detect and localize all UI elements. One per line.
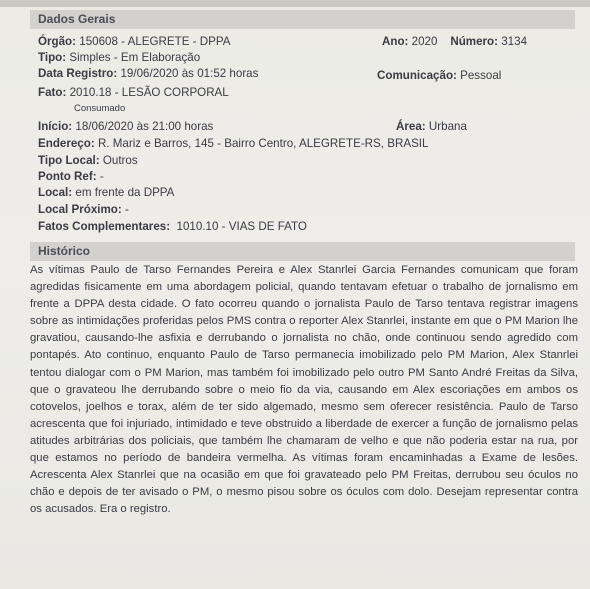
tipo-local-row [38,154,138,167]
fatos-complementares-label: Fatos Complementares: [38,220,171,233]
data-registro-label: Data Registro: [38,67,118,80]
endereco-label: Endereço: [38,137,95,150]
fatos-complementares-value: 1010.10 - VIAS DE FATO [176,220,307,233]
endereco-row [38,137,428,150]
inicio-row [38,120,213,133]
fato-value: 2010.18 - LESÃO CORPORAL [69,86,229,99]
local-proximo-label: Local Próximo: [38,203,122,216]
historico-body [30,262,578,518]
numero-label: Número: [450,35,498,48]
ponto-ref-value: - [99,170,104,183]
comunicacao-value: Pessoal [460,69,502,82]
fato-row [38,86,229,99]
inicio-label: Início: [38,120,73,133]
tipo-row [38,51,200,64]
ano-value: 2020 [411,35,438,48]
area-label: Área: [396,120,426,133]
dados-gerais-header [30,10,575,29]
comunicacao-row [377,69,501,82]
historico-header [30,242,575,261]
local-proximo-value: - [124,203,129,216]
ano-label: Ano: [382,35,409,48]
area-row [396,120,467,133]
orgao-row [38,35,230,48]
ponto-ref-row [38,170,104,183]
endereco-value: R. Mariz e Barros, 145 - Bairro Centro, ALEGRETE-RS, BRASIL [97,137,429,150]
historico-text: As vítimas Paulo de Tarso Fernandes Pereira e Alex Stanrlei Garcia Fernandes comunicam que foram agredidas fisicamente em uma abordagem policial, quando tentavam efetuar o trabalho de jornalismo em frente a DPPA desta cidade. O fato ocorreu quando o jornalista Paulo de Tarso tentava registrar imagens sobre as intimidações proferidas pelos PMS contra o reporter Alex Stanrlei, instante em que o PM Marion lhe gravatiou, causando-lhe asfixia e derrubando o jornalista no chão, onde continuou sendo agredido com pontapés. Ato continuo, enquanto Paulo de Tarso permanecia imobilizado pelo PM Marion, Alex Stanrlei tentou dialogar com o PM Marion, mas também foi imobilizado pelo outro PM Santo André Freitas da Silva, que o gravateou lhe derrubando sobre o meio fio da via, causando em Alex escoriações em ambos os cotovelos, joelhos e torax, além de ter sido algemado, mesmo sem oferecer resistência. Paulo de Tarso acrescenta que foi injuriado, intimidado e teve obstruido a liberdade de exercer a função de jornalismo pelas atitudes arbitrárias dos policiais, que também lhe chamaram de velho e que não poderia estar na rua, por que estamos no período de bandeira vermelha. As vítimas foram encaminhadas a Exame de lesões. Acrescenta Alex Stanrlei que na ocasião em que foi gravateado pelo PM Freitas, derrubou seu óculos no chão e depois de ter avisado o PM, o mesmo pisou sobre os óculos com dolo. Desejam representar contra os acusados. Era o registro. [30,264,578,516]
area-value: Urbana [428,120,467,133]
local-value: em frente da DPPA [75,186,175,199]
data-registro-value: 19/06/2020 às 01:52 horas [120,67,259,80]
local-label: Local: [38,186,73,199]
local-proximo-row [38,203,129,216]
comunicacao-label: Comunicação: [377,69,457,82]
tipo-label: Tipo: [38,51,67,64]
fatos-complementares-row [38,220,307,233]
data-registro-row [38,67,258,80]
ano-numero-row [382,35,527,48]
numero-value: 3134 [501,35,528,48]
fato-label: Fato: [38,86,67,99]
fato-status: Consumado [74,103,126,114]
inicio-value: 18/06/2020 às 21:00 horas [75,120,214,133]
historico-title: Histórico [38,244,91,258]
local-row [38,186,174,199]
tipo-local-value: Outros [102,154,138,167]
orgao-label: Órgão: [38,35,77,48]
dados-gerais-title: Dados Gerais [38,12,116,26]
tipo-value: Simples - Em Elaboração [69,51,201,64]
cropped-header-strip [0,0,590,7]
orgao-value: 150608 - ALEGRETE - DPPA [79,35,231,48]
ponto-ref-label: Ponto Ref: [38,170,97,183]
tipo-local-label: Tipo Local: [38,154,100,167]
